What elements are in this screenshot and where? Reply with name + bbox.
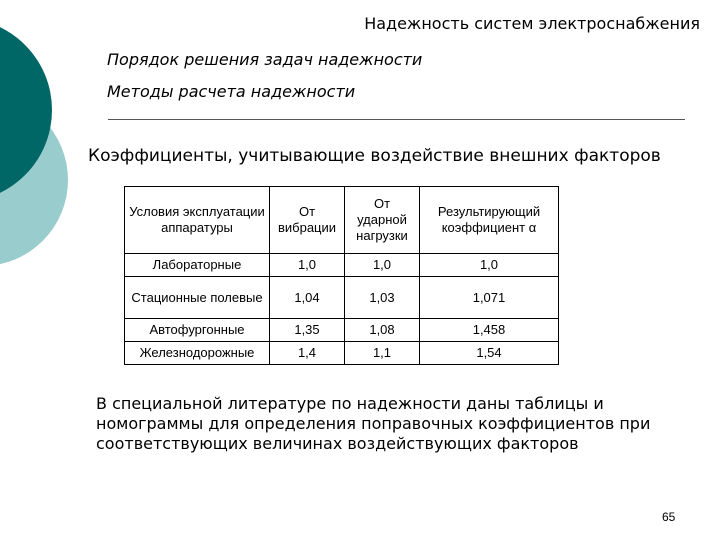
table-header-row bbox=[125, 187, 559, 254]
table-cell: 1,03 bbox=[345, 277, 420, 319]
table-cell: 1,35 bbox=[270, 319, 345, 342]
presentation-title: Надежность систем электроснабжения bbox=[364, 14, 700, 33]
column-header: Условия эксплуатации аппаратуры bbox=[125, 187, 270, 254]
page-number: 65 bbox=[662, 510, 676, 524]
table-cell: Железнодорожные bbox=[125, 342, 270, 365]
column-header: От вибрации bbox=[270, 187, 345, 254]
table-row bbox=[125, 342, 559, 365]
table-row bbox=[125, 254, 559, 277]
table-cell: 1,0 bbox=[270, 254, 345, 277]
table-cell: Стационные полевые bbox=[125, 277, 270, 319]
coefficients-table bbox=[124, 186, 559, 365]
table-cell: 1,04 bbox=[270, 277, 345, 319]
slide-heading: Коэффициенты, учитывающие воздействие внешних факторов bbox=[88, 146, 661, 166]
table-cell: 1,0 bbox=[420, 254, 559, 277]
divider-line bbox=[108, 119, 685, 120]
table-cell: 1,0 bbox=[345, 254, 420, 277]
table-cell: 1,4 bbox=[270, 342, 345, 365]
table-cell: 1,458 bbox=[420, 319, 559, 342]
table-cell: Автофургонные bbox=[125, 319, 270, 342]
column-header: От ударной нагрузки bbox=[345, 187, 420, 254]
slide-subtitle: Порядок решения задач надежности bbox=[107, 50, 423, 69]
table-cell: Лабораторные bbox=[125, 254, 270, 277]
table-cell: 1,54 bbox=[420, 342, 559, 365]
table-cell: 1,071 bbox=[420, 277, 559, 319]
section-title: Методы расчета надежности bbox=[107, 82, 356, 101]
table-cell: 1,1 bbox=[345, 342, 420, 365]
column-header: Результирующий коэффициент α bbox=[420, 187, 559, 254]
table-row bbox=[125, 277, 559, 319]
table-row bbox=[125, 319, 559, 342]
body-paragraph: В специальной литературе по надежности даны таблицы и номограммы для определения поправочных коэффициентов при соответствующих величинах воздействующих факторов bbox=[96, 394, 651, 453]
table-cell: 1,08 bbox=[345, 319, 420, 342]
